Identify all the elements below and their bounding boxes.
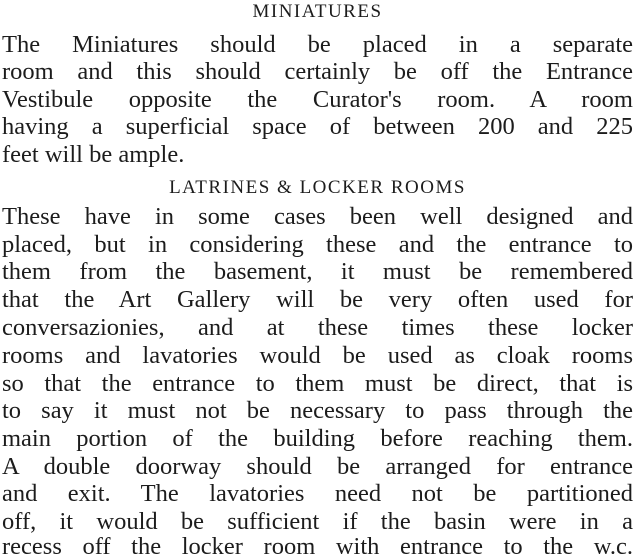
paragraph-line: having a superficial space of between 200 and 225 (2, 113, 633, 140)
paragraph-line: placed, but in considering these and the entrance to (2, 231, 633, 258)
paragraph-line: recess off the locker room with entrance to the w.c. (2, 533, 633, 560)
paragraph-line: rooms and lavatories would be used as cloak rooms (2, 342, 633, 369)
paragraph-line: room and this should certainly be off the Entrance (2, 58, 633, 85)
paragraph-line: A double doorway should be arranged for entrance (2, 453, 633, 480)
paragraph-line: main portion of the building before reaching them. (2, 425, 633, 452)
paragraph-line: These have in some cases been well designed and (2, 203, 633, 230)
paragraph-line: that the Art Gallery will be very often used for (2, 286, 633, 313)
paragraph-line: so that the entrance to them must be direct, that is (2, 370, 633, 397)
paragraph-line: them from the basement, it must be remembered (2, 258, 633, 285)
paragraph-line: Vestibule opposite the Curator's room. A room (2, 86, 633, 113)
section-heading-miniatures: MINIATURES (252, 1, 383, 22)
paragraph-line: conversazionies, and at these times these locker (2, 314, 633, 341)
paragraph-line: to say it must not be necessary to pass through the (2, 397, 633, 424)
paragraph-line: and exit. The lavatories need not be partitioned (2, 480, 633, 507)
section-heading-latrines: LATRINES & LOCKER ROOMS (169, 177, 466, 198)
paragraph-line: The Miniatures should be placed in a separate (2, 31, 633, 58)
paragraph-line: feet will be ample. (2, 141, 185, 168)
paragraph-line: off, it would be sufficient if the basin were in a (2, 508, 633, 535)
